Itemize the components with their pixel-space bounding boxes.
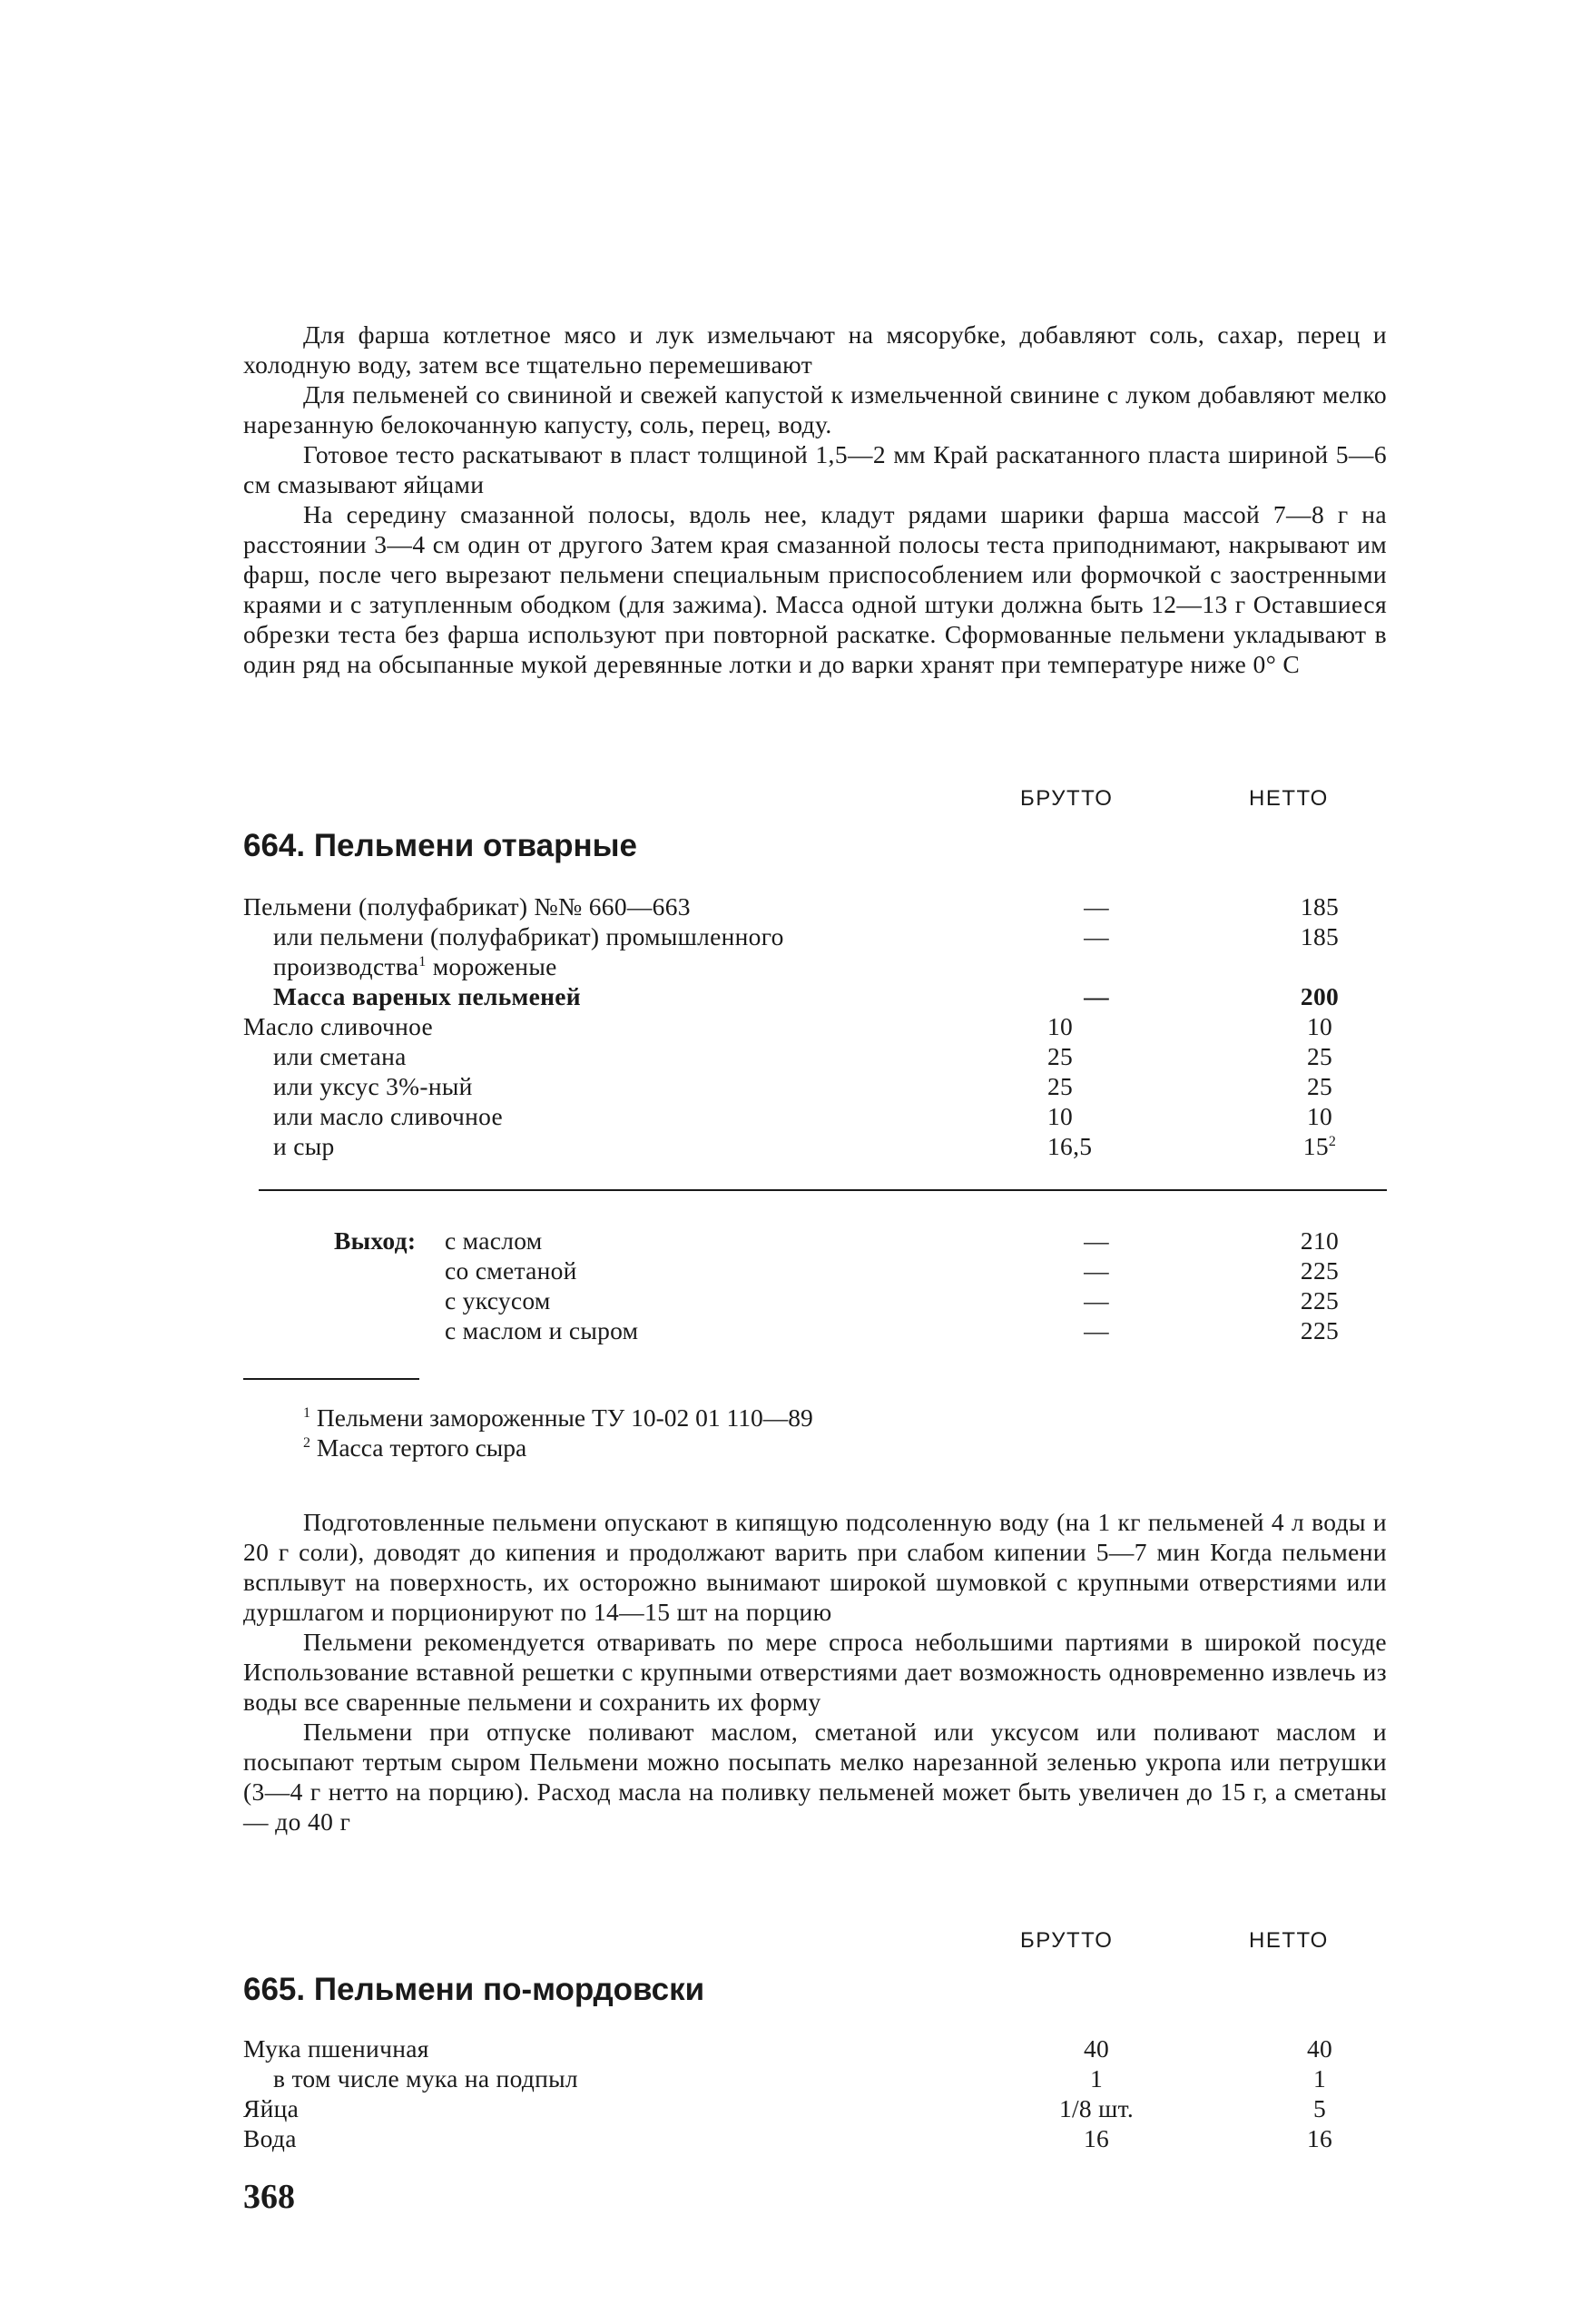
yield-name: со сметаной xyxy=(445,1256,577,1285)
footnote-mark: 2 xyxy=(303,1435,310,1451)
table-divider xyxy=(259,1189,1387,1191)
ingredient-name: Пельмени (полуфабрикат) №№ 660—663 xyxy=(243,892,691,921)
footnote-mark: 2 xyxy=(1328,1134,1337,1149)
ingredient-net: 200 xyxy=(1300,982,1340,1010)
yield-net: 225 xyxy=(1300,1256,1340,1285)
ingredient-net: 10 xyxy=(1306,1012,1333,1040)
yield-row xyxy=(243,1256,1387,1285)
yield-gross: — xyxy=(1084,1316,1109,1344)
ingredient-gross: 10 xyxy=(1047,1012,1074,1040)
ingredient-name: в том числе мука на подпыл xyxy=(273,2064,578,2093)
ingredient-net: 1 xyxy=(1312,2064,1327,2093)
yield-row xyxy=(243,1315,1387,1345)
yield-row xyxy=(243,1226,1387,1256)
yield-label: Выход: xyxy=(334,1226,417,1255)
ingredient-name: или сметана xyxy=(273,1042,407,1070)
yield-row xyxy=(243,1285,1387,1315)
ingredient-row xyxy=(243,2034,1387,2063)
ingredient-row xyxy=(243,1101,1387,1131)
ingredient-gross: — xyxy=(1084,922,1109,950)
ingredient-net xyxy=(1265,1131,1374,1161)
ingredient-net: 16 xyxy=(1306,2124,1333,2152)
ingredient-net: 25 xyxy=(1306,1072,1333,1100)
ingredient-gross: 16 xyxy=(1083,2124,1110,2152)
ingredient-gross: 25 xyxy=(1047,1072,1074,1100)
yield-net: 225 xyxy=(1300,1286,1340,1315)
ingredient-name: Вода xyxy=(243,2124,297,2152)
paragraph: Пельмени при отпуске поливают маслом, сметаной или уксусом или поливают маслом и посыпают тертым сыром Пельмени можно посыпать мелко нарезанной зеленью укропа или петрушки (3—4 г нетто на порцию). Расход масла на поливку пельменей может быть увеличен до 15 г, а сметаны — до 40 г xyxy=(243,1718,1387,1836)
yield-name: с маслом и сыром xyxy=(445,1316,639,1344)
intro-text xyxy=(243,320,1387,679)
ingredient-row xyxy=(243,1071,1387,1101)
column-header-net: НЕТТО xyxy=(1249,786,1329,811)
footnote-text: Масса тертого сыра xyxy=(310,1433,527,1462)
ingredient-gross: 10 xyxy=(1047,1102,1074,1130)
yield-net: 210 xyxy=(1300,1226,1340,1255)
column-header-net: НЕТТО xyxy=(1249,1928,1329,1953)
ingredient-row xyxy=(243,2093,1387,2123)
ingredient-name: или уксус 3%-ный xyxy=(273,1072,473,1100)
recipe-title: 665. Пельмени по-мордовски xyxy=(243,1972,705,2007)
ingredient-gross: 1/8 шт. xyxy=(1058,2094,1135,2122)
paragraph: Для пельменей со свининой и свежей капустой к измельченной свинине с луком добавляют мелко нарезанную белокочанную капусту, соль, перец, воду. xyxy=(243,380,1387,438)
ingredient-name: Мука пшеничная xyxy=(243,2034,429,2063)
ingredient-net: 185 xyxy=(1300,892,1340,921)
method-text xyxy=(243,1507,1387,1837)
column-header-gross: БРУТТО xyxy=(1020,786,1114,811)
ingredient-name: Масло сливочное xyxy=(243,1012,434,1040)
paragraph: На середину смазанной полосы, вдоль нее, кладут рядами шарики фарша массой 7—8 г на расстоянии 3—4 см один от другого Затем края смазанной полосы теста приподнимают, накрывают им фарш, после чего вырезают пельмени специальным приспособлением или формочкой с заостренными краями и с затупленным ободком (для зажима). Масса одной штуки должна быть 12—13 г Оставшиеся обрезки теста без фарша используют при повторной раскатке. Сформованные пельмени укладывают в один ряд на обсыпанные мукой деревянные лотки и до варки хранят при температуре ниже 0° С xyxy=(243,500,1387,678)
yield-net: 225 xyxy=(1300,1316,1340,1344)
ingredient-name: или пельмени (полуфабрикат) промышленного xyxy=(273,922,784,950)
footnote-mark: 1 xyxy=(418,954,427,970)
yield-gross: — xyxy=(1084,1256,1109,1285)
ingredient-name-part: производства xyxy=(273,952,419,980)
ingredient-name-part: мороженые xyxy=(426,952,557,980)
ingredient-gross: 1 xyxy=(1089,2064,1104,2093)
ingredient-name: и сыр xyxy=(273,1132,335,1160)
ingredient-net: 40 xyxy=(1306,2034,1333,2063)
footnote-divider xyxy=(243,1378,419,1380)
ingredient-row xyxy=(243,2063,1387,2093)
net-value: 15 xyxy=(1302,1132,1329,1160)
ingredient-row xyxy=(243,921,1387,951)
ingredient-name: или масло сливочное xyxy=(273,1102,504,1130)
paragraph: Пельмени рекомендуется отваривать по мере спроса небольшими партиями в широкой посуде Использование вставной решетки с крупными отверстиями дает возможность одновременно извлечь из воды все сваренные пельмени и сохранить их форму xyxy=(243,1628,1387,1716)
ingredient-name xyxy=(243,951,557,981)
ingredient-gross: 16,5 xyxy=(1047,1132,1093,1160)
ingredient-row xyxy=(243,951,1387,981)
recipe-title: 664. Пельмени отварные xyxy=(243,828,637,863)
ingredient-name: Масса вареных пельменей xyxy=(273,982,581,1010)
paragraph: Подготовленные пельмени опускают в кипящую подсоленную воду (на 1 кг пельменей 4 л воды и 20 г соли), доводят до кипения и продолжают варить при слабом кипении 5—7 мин Когда пельмени всплывут на поверхность, их осторожно вынимают широкой шумовкой с крупными отверстиями или дуршлагом и порционируют по 14—15 шт на порцию xyxy=(243,1508,1387,1626)
paragraph: Готовое тесто раскатывают в пласт толщиной 1,5—2 мм Край раскатанного пласта шириной 5—6 см смазывают яйцами xyxy=(243,440,1387,498)
ingredient-net: 25 xyxy=(1306,1042,1333,1070)
page-number: 368 xyxy=(243,2178,295,2216)
ingredient-gross: — xyxy=(1084,982,1109,1010)
ingredient-row xyxy=(243,981,1387,1011)
paragraph: Для фарша котлетное мясо и лук измельчают на мясорубке, добавляют соль, сахар, перец и холодную воду, затем все тщательно перемешивают xyxy=(243,320,1387,379)
ingredient-net: 5 xyxy=(1312,2094,1327,2122)
ingredient-gross: 25 xyxy=(1047,1042,1074,1070)
yield-gross: — xyxy=(1084,1226,1109,1255)
ingredient-row xyxy=(243,1041,1387,1071)
ingredient-row xyxy=(243,891,1387,921)
ingredient-gross: — xyxy=(1084,892,1109,921)
yield-gross: — xyxy=(1084,1286,1109,1315)
footnote-text: Пельмени замороженные ТУ 10-02 01 110—89 xyxy=(310,1403,813,1432)
yield-name: с маслом xyxy=(445,1226,543,1255)
ingredient-name: Яйца xyxy=(243,2094,300,2122)
ingredient-net: 10 xyxy=(1306,1102,1333,1130)
footnote-mark: 1 xyxy=(303,1405,310,1421)
ingredient-row xyxy=(243,2123,1387,2153)
yield-name: с уксусом xyxy=(445,1286,551,1315)
footnote xyxy=(303,1403,813,1433)
ingredient-gross: 40 xyxy=(1083,2034,1110,2063)
footnote xyxy=(303,1433,526,1462)
ingredient-net: 185 xyxy=(1300,922,1340,950)
column-header-gross: БРУТТО xyxy=(1020,1928,1114,1953)
ingredient-row xyxy=(243,1131,1387,1161)
ingredient-row xyxy=(243,1011,1387,1041)
